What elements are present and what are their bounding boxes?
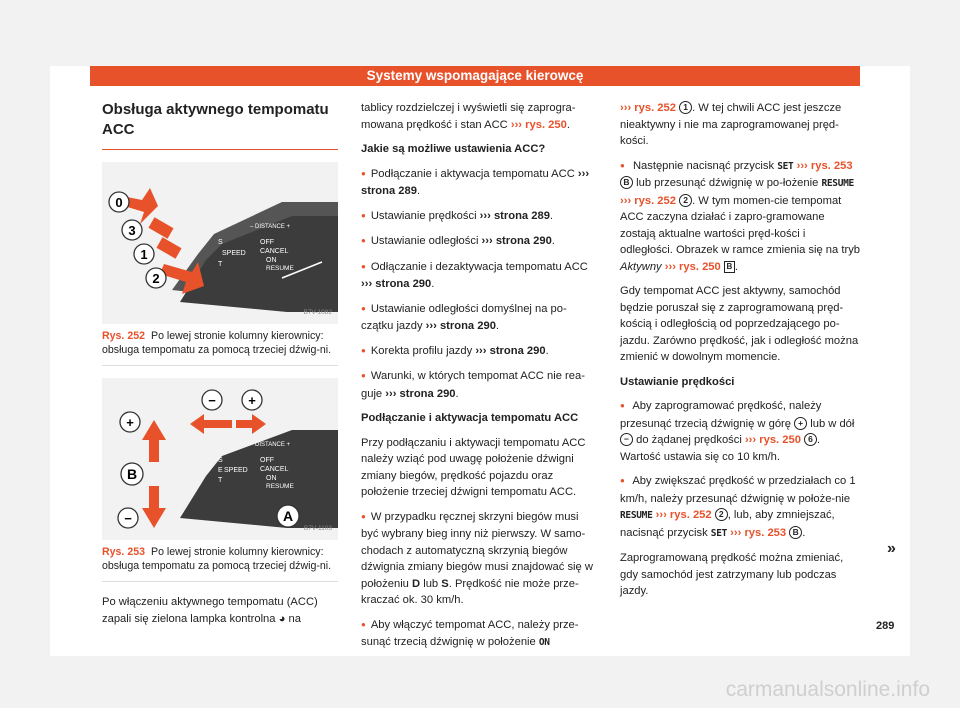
lever-off: OFF: [260, 457, 274, 464]
text: Warunki, w których tempomat ACC nie rea-guje: [361, 370, 585, 400]
list-item: ● Ustawianie odległości ››› strona 290.: [361, 233, 599, 251]
continue-mark: »: [887, 540, 896, 557]
watermark-text: carmanualsonline.info: [725, 678, 930, 701]
label-b: B: [126, 466, 138, 482]
resume-tag: RESUME: [620, 510, 653, 521]
arrow-pos-3: [148, 217, 173, 238]
arrow-up: [142, 420, 166, 462]
list-item: ● Warunki, w których tempomat ACC nie rea-guje ››› strona 290.: [361, 368, 599, 402]
distance-label: – DISTANCE +: [250, 224, 291, 230]
label-a: A: [282, 508, 294, 524]
callout-number: 2: [715, 508, 728, 521]
lever-off: OFF: [260, 239, 274, 246]
page-number: 289: [876, 620, 895, 632]
figure-code: B7V-1082: [303, 308, 332, 316]
paragraph-intro: [102, 594, 338, 627]
callout-letter: B: [789, 526, 802, 539]
text: lub w dół: [810, 417, 855, 430]
lever-e: E: [218, 467, 223, 474]
link-ref[interactable]: ››› rys. 250: [744, 434, 801, 446]
distance-label: – DISTANCE +: [250, 442, 291, 448]
text: Aby włączyć tempomat ACC, należy prze-sunąć trzecią dźwignię w położenie: [361, 618, 579, 648]
list-item: ● Aby zwiększać prędkość w przedziałach co 1 km/h, należy przesunąć dźwignię w położe-nie RESUME ››› rys. 252 2 , lub, aby zmniejszać, nacisnąć przycisk SET ››› rys. 253 B .: [620, 473, 860, 542]
text: Po włączeniu aktywnego tempomatu (ACC) zapali się zielona lampka kontrolna: [102, 596, 318, 625]
callout-letter: B: [620, 176, 633, 189]
list-item: [361, 509, 599, 609]
lever-on: ON: [266, 257, 277, 264]
link-ref[interactable]: ››› rys. 250: [664, 260, 721, 273]
paragraph: Zaprogramowaną prędkość można zmieniać, gdy samochód jest zatrzymany lub podczas jazdy.: [620, 552, 844, 597]
figure-caption: [102, 540, 338, 582]
list-item: ● Podłączanie i aktywacja tempomatu ACC ››› strona 289.: [361, 166, 599, 200]
callout-number: 2: [679, 194, 692, 207]
text: Podłączanie i aktywacja tempomatu ACC: [370, 167, 575, 180]
lever-on: ON: [266, 475, 277, 482]
text: Aby zaprogramować prędkość, należy przesunąć trzecią dźwignię w górę: [620, 400, 822, 430]
resume-tag: RESUME: [821, 178, 854, 189]
paragraph: Przy podłączaniu i aktywacji tempomatu ACC należy wziąć pod uwagę położenie dźwigni zmiany biegów, prędkość pojazdu oraz położenie trzeciej dźwigni tempomatu ACC.: [361, 436, 586, 498]
mode-name: Aktywny: [620, 260, 662, 273]
gear-d: D: [412, 577, 421, 590]
list-item: ● Ustawianie prędkości ››› strona 289.: [361, 208, 599, 226]
plus-symbol: +: [794, 417, 807, 430]
lever-speed: SPEED: [222, 250, 246, 257]
text: . Wartość ustawia się co 10 km/h.: [620, 434, 821, 463]
on-tag: ON: [538, 637, 550, 648]
lever-s: S: [218, 239, 223, 246]
figure-253: [102, 378, 338, 540]
link-ref[interactable]: ››› rys. 250: [510, 118, 567, 131]
figure-ref: Rys. 252: [102, 330, 145, 342]
text: Ustawianie odległości: [370, 235, 479, 247]
text: . W tym momen-cie tempomat ACC zaczyna działać i zapro-gramowane zostają aktualne wartości pręd-kości i odległości. Obrazek w ramce zmienia się na tryb: [620, 194, 861, 256]
set-tag: SET: [777, 160, 794, 172]
list-item: ● Korekta profilu jazdy ››› strona 290.: [361, 343, 599, 361]
label-0: 0: [115, 195, 123, 210]
link-ref[interactable]: ››› strona 289: [479, 209, 550, 222]
caption-text: Po lewej stronie kolumny kierownicy: obsługa tempomatu za pomocą trzeciej dźwig-ni.: [102, 546, 332, 572]
list-item: [361, 617, 599, 652]
label-minus-top: −: [208, 393, 216, 408]
paragraph: [620, 100, 860, 150]
figure-caption: [102, 324, 338, 366]
lever-s: S: [218, 457, 223, 464]
text: , lub, aby zmniejszać, nacisnąć przycisk: [620, 509, 835, 539]
lever-resume: RESUME: [266, 265, 294, 272]
gear-s: S: [441, 577, 449, 590]
label-3: 3: [128, 223, 136, 238]
text: lub: [423, 577, 439, 590]
list-item: [620, 398, 860, 465]
speedometer-icon: ◕: [278, 612, 286, 625]
link-ref[interactable]: ››› strona 290: [481, 235, 552, 247]
text: Ustawianie prędkości: [370, 209, 477, 222]
link-ref[interactable]: ››› strona 290: [425, 320, 496, 332]
link-ref[interactable]: ››› strona 290: [361, 278, 432, 290]
callout-number: 1: [679, 101, 692, 114]
lever-cancel: CANCEL: [260, 466, 289, 473]
label-minus-left: −: [124, 511, 132, 526]
figure-ref: Rys. 253: [102, 546, 145, 558]
watermark-bar: [0, 678, 960, 708]
lever-cancel: CANCEL: [260, 248, 289, 255]
text: Korekta profilu jazdy: [370, 344, 473, 357]
text: Ustawianie odległości domyślnej na po-czątku jazdy: [361, 302, 567, 332]
set-tag: SET: [710, 527, 728, 539]
link-ref[interactable]: ››› strona 290: [385, 387, 456, 400]
callout-box: B: [724, 261, 735, 273]
arrow-minus: [190, 414, 232, 434]
subheading: Ustawianie prędkości: [620, 375, 735, 388]
lever-t: T: [218, 477, 223, 484]
label-plus-top: +: [248, 393, 256, 408]
link-ref[interactable]: ››› rys. 253: [796, 159, 853, 172]
text: . Prędkość nie może prze-kraczać ok. 30 km/h.: [361, 577, 579, 606]
callout-number: 6: [804, 433, 817, 446]
arrow-down: [142, 486, 166, 528]
text: lub przesunąć dźwignię w po-łożenie: [636, 177, 819, 189]
text: W przypadku ręcznej skrzyni biegów musi być wybrany bieg inny niż pierwszy. W samo-chodach z automatyczną skrzynią biegów dźwignia zmiany biegów musi znajdować się w położeniu: [361, 510, 593, 590]
label-1: 1: [140, 247, 148, 262]
caption-text: Po lewej stronie kolumny kierownicy: obsługa tempomatu za pomocą trzeciej dźwig-ni.: [102, 330, 332, 356]
link-ref[interactable]: ››› rys. 252: [620, 194, 676, 207]
text: Następnie nacisnąć przycisk: [632, 159, 775, 172]
text: tablicy rozdzielczej i wyświetli się zaprogra-mowana prędkość i stan ACC: [361, 102, 576, 131]
subheading: Jakie są możliwe ustawienia ACC?: [361, 143, 546, 155]
list-item: ● Następnie nacisnąć przycisk SET ››› rys. 253 B lub przesunąć dźwignię w po-łożenie RESUME ››› rys. 252 2 . W tym momen-cie tempomat ACC zaczyna działać i zapro-gramowane zostają aktualne wartości pręd-kości i odległości. Obrazek w ramce zmienia się na tryb Aktywny ››› rys. 250 B .: [620, 158, 860, 276]
figure-code: B7V-1103: [303, 524, 332, 532]
text: na: [288, 612, 301, 625]
section-title: Obsługa aktywnego tempomatu ACC: [102, 100, 338, 150]
lever-resume: RESUME: [266, 483, 294, 490]
paragraph: tablicy rozdzielczej i wyświetli się zaprogra-mowana prędkość i stan ACC ››› rys. 250.: [361, 102, 576, 131]
link-ref[interactable]: ››› strona 290: [475, 344, 546, 357]
label-2: 2: [152, 271, 160, 286]
column-2: [361, 100, 599, 660]
lever-illustration-2: [102, 378, 338, 540]
lever-speed: SPEED: [224, 467, 248, 474]
chapter-header: Systemy wspomagające kierowcę: [90, 66, 860, 86]
subheading: Podłączanie i aktywacja tempomatu ACC: [361, 412, 579, 424]
arrow-plus: [236, 414, 266, 434]
link-ref[interactable]: ››› rys. 252: [620, 102, 676, 114]
list-item: ● Odłączanie i dezaktywacja tempomatu ACC ››› strona 290.: [361, 259, 599, 293]
paragraph: Gdy tempomat ACC jest aktywny, samochód będzie poruszał się z zaprogramowaną pręd-kością i odległością od poprzedzającego po-jazdu. Zarówno prędkość, jak i odległość można zmienić w dowolnym momencie.: [620, 285, 859, 363]
link-ref[interactable]: ››› rys. 253: [730, 526, 787, 539]
link-ref[interactable]: ››› strona 289: [361, 167, 590, 197]
text: . W tej chwili ACC jest jeszcze nieaktywny i nie ma zaprogramowanej pręd-kości.: [620, 102, 842, 147]
lever-body: [180, 216, 338, 312]
lever-illustration-1: [102, 162, 338, 324]
arrow-pos-1: [156, 237, 181, 258]
label-plus-left: +: [126, 415, 134, 430]
column-1: [102, 100, 338, 635]
column-3: [620, 100, 860, 608]
text: Odłączanie i dezaktywacja tempomatu ACC: [370, 260, 588, 273]
lever-t: T: [218, 261, 223, 268]
minus-symbol: −: [620, 433, 633, 446]
link-ref[interactable]: ››› rys. 252: [655, 509, 712, 521]
figure-252: [102, 162, 338, 324]
list-item: ● Ustawianie odległości domyślnej na po-czątku jazdy ››› strona 290.: [361, 301, 599, 335]
text: do żądanej prędkości: [636, 434, 742, 446]
text: Aby zwiększać prędkość w przedziałach co 1 km/h, należy przesunąć dźwignię w położe-nie: [620, 475, 856, 505]
